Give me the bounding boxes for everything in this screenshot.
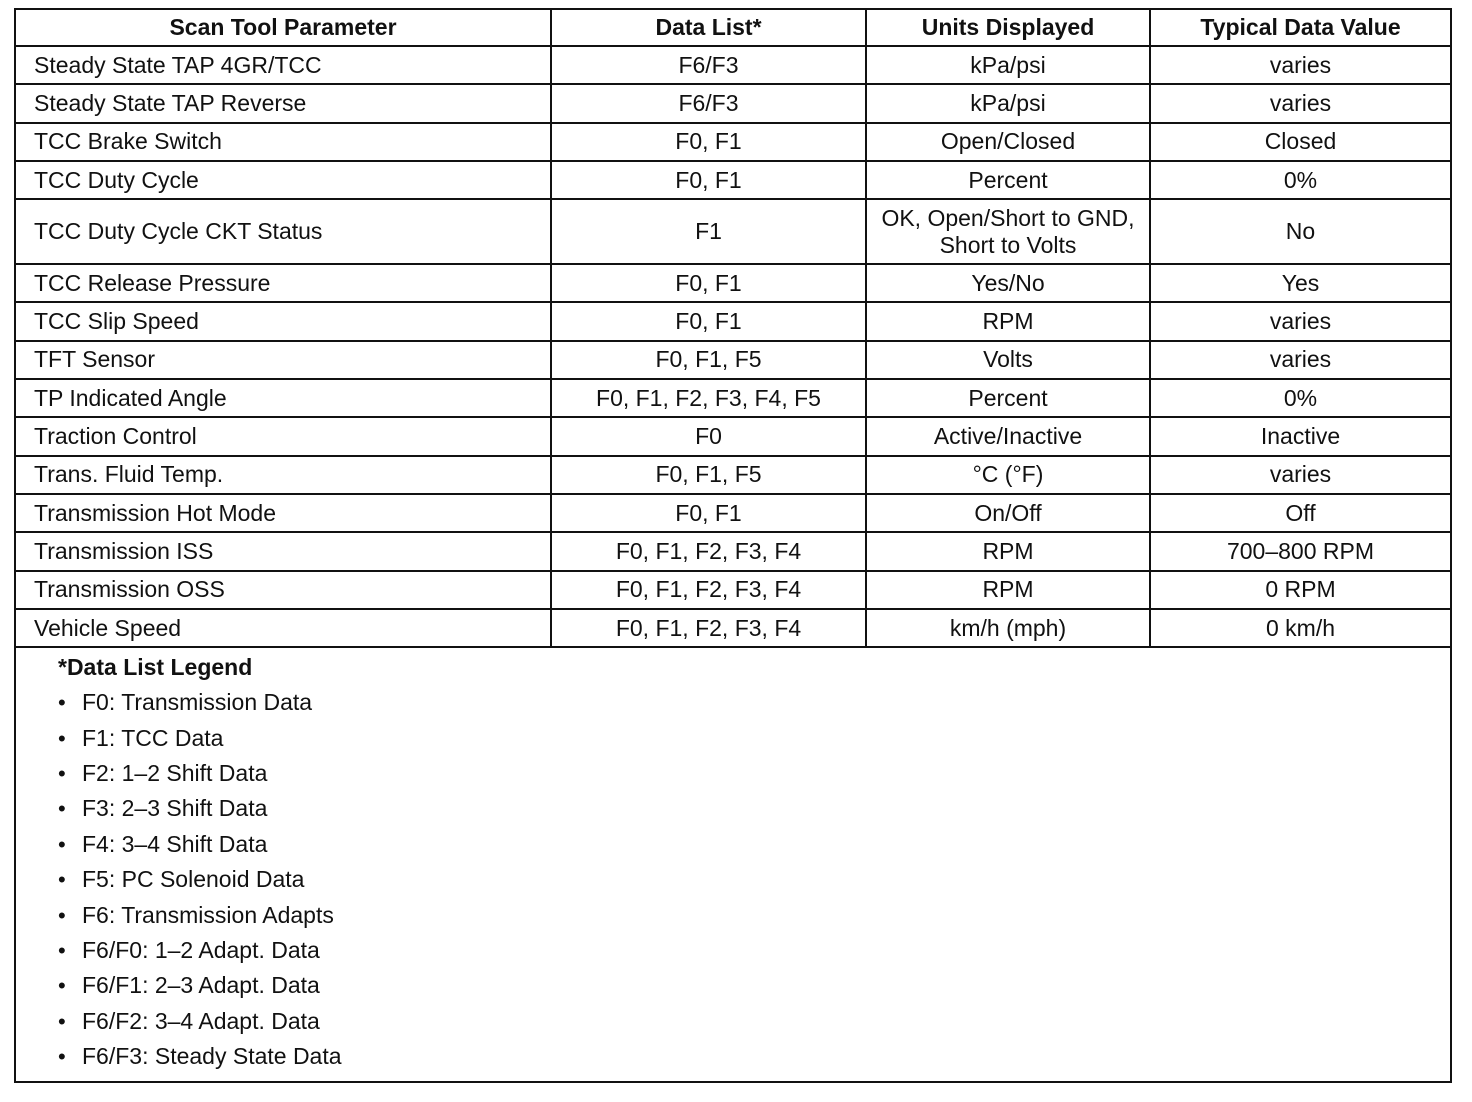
cell-units: Open/Closed [866,123,1150,161]
table-row [16,494,1450,532]
cell-units: km/h (mph) [866,609,1150,647]
cell-data-list: F0, F1, F5 [551,456,866,494]
legend-item-text: F6/F1: 2–3 Adapt. Data [82,972,320,999]
cell-units: Yes/No [866,264,1150,302]
bullet-icon: • [58,831,66,857]
legend-item-text: F0: Transmission Data [82,689,313,716]
cell-units: RPM [866,571,1150,609]
cell-data-list: F0, F1, F2, F3, F4 [551,609,866,647]
table-header-row [16,10,1450,46]
cell-typical-value: Yes [1150,264,1450,302]
cell-units: Volts [866,341,1150,379]
cell-units: kPa/psi [866,46,1150,84]
legend-list [58,685,1450,1074]
cell-data-list: F6/F3 [551,46,866,84]
cell-parameter: TCC Release Pressure [16,264,551,302]
cell-parameter: Trans. Fluid Temp. [16,456,551,494]
table-row [16,379,1450,417]
cell-units: OK, Open/Short to GND, Short to Volts [866,199,1150,264]
legend-item [58,685,1450,720]
bullet-icon: • [58,938,66,963]
table-row [16,264,1450,302]
cell-data-list: F0, F1, F2, F3, F4, F5 [551,379,866,417]
table-row [16,123,1450,161]
legend-item [58,1004,1450,1039]
legend-item [58,756,1450,791]
cell-units: °C (°F) [866,456,1150,494]
cell-parameter: TCC Brake Switch [16,123,551,161]
header-typical-data-value: Typical Data Value [1150,10,1450,46]
cell-parameter: TCC Slip Speed [16,302,551,340]
legend-item [58,721,1450,756]
header-data-list: Data List* [551,10,866,46]
legend-item-text: F2: 1–2 Shift Data [82,759,268,786]
bullet-icon: • [58,796,66,822]
cell-typical-value: varies [1150,456,1450,494]
scan-tool-parameter-table [16,10,1450,648]
header-units-displayed: Units Displayed [866,10,1150,46]
cell-typical-value: 0% [1150,379,1450,417]
cell-units: RPM [866,302,1150,340]
cell-typical-value: Inactive [1150,417,1450,455]
cell-units: kPa/psi [866,84,1150,122]
cell-data-list: F0, F1, F5 [551,341,866,379]
header-scan-tool-parameter: Scan Tool Parameter [16,10,551,46]
legend-item-text: F6/F0: 1–2 Adapt. Data [82,937,320,963]
cell-units: Percent [866,161,1150,199]
legend-item-text: F6/F2: 3–4 Adapt. Data [82,1007,320,1034]
legend-item [58,898,1450,933]
cell-parameter: TFT Sensor [16,341,551,379]
cell-parameter: Vehicle Speed [16,609,551,647]
cell-data-list: F0, F1 [551,264,866,302]
table-row [16,341,1450,379]
scan-tool-data-sheet [14,8,1452,1083]
legend-item [58,791,1450,826]
data-list-legend [16,648,1450,1080]
table-row [16,571,1450,609]
bullet-icon: • [58,690,66,716]
cell-data-list: F0, F1, F2, F3, F4 [551,571,866,609]
cell-data-list: F6/F3 [551,84,866,122]
cell-parameter: TCC Duty Cycle [16,161,551,199]
table-row [16,417,1450,455]
bullet-icon: • [58,973,66,999]
legend-item [58,968,1450,1003]
cell-typical-value: varies [1150,341,1450,379]
cell-data-list: F0, F1 [551,161,866,199]
legend-item-text: F3: 2–3 Shift Data [82,795,268,822]
legend-item [58,1039,1450,1074]
cell-typical-value: Off [1150,494,1450,532]
bullet-icon: • [58,1008,66,1034]
table-row [16,532,1450,570]
legend-item-text: F6: Transmission Adapts [82,901,334,928]
cell-typical-value: varies [1150,46,1450,84]
table-row [16,302,1450,340]
cell-units: Percent [866,379,1150,417]
table-row [16,46,1450,84]
legend-item-text: F4: 3–4 Shift Data [82,830,268,857]
bullet-icon: • [58,760,66,786]
legend-item-text: F5: PC Solenoid Data [82,866,305,893]
cell-parameter: TP Indicated Angle [16,379,551,417]
cell-data-list: F0, F1 [551,302,866,340]
cell-data-list: F0 [551,417,866,455]
table-row [16,609,1450,647]
table-row [16,456,1450,494]
cell-typical-value: No [1150,199,1450,264]
table-row [16,199,1450,264]
legend-item [58,933,1450,968]
cell-typical-value: Closed [1150,123,1450,161]
cell-typical-value: 700–800 RPM [1150,532,1450,570]
cell-data-list: F0, F1 [551,123,866,161]
bullet-icon: • [58,867,66,893]
bullet-icon: • [58,902,66,928]
cell-parameter: Transmission ISS [16,532,551,570]
bullet-icon: • [58,725,66,751]
legend-item-text: F1: TCC Data [82,724,224,751]
cell-parameter: Traction Control [16,417,551,455]
cell-data-list: F1 [551,199,866,264]
cell-data-list: F0, F1, F2, F3, F4 [551,532,866,570]
table-row [16,161,1450,199]
legend-item [58,862,1450,897]
table-row [16,84,1450,122]
cell-typical-value: 0 RPM [1150,571,1450,609]
cell-parameter: Steady State TAP Reverse [16,84,551,122]
cell-parameter: Transmission Hot Mode [16,494,551,532]
bullet-icon: • [58,1044,66,1070]
cell-parameter: Steady State TAP 4GR/TCC [16,46,551,84]
cell-data-list: F0, F1 [551,494,866,532]
cell-typical-value: 0% [1150,161,1450,199]
cell-parameter: TCC Duty Cycle CKT Status [16,199,551,264]
cell-parameter: Transmission OSS [16,571,551,609]
cell-typical-value: varies [1150,84,1450,122]
legend-title: *Data List Legend [58,654,253,681]
cell-units: On/Off [866,494,1150,532]
cell-units: Active/Inactive [866,417,1150,455]
legend-item-text: F6/F3: Steady State Data [82,1043,342,1070]
cell-typical-value: 0 km/h [1150,609,1450,647]
legend-item [58,827,1450,862]
cell-units: RPM [866,532,1150,570]
cell-typical-value: varies [1150,302,1450,340]
